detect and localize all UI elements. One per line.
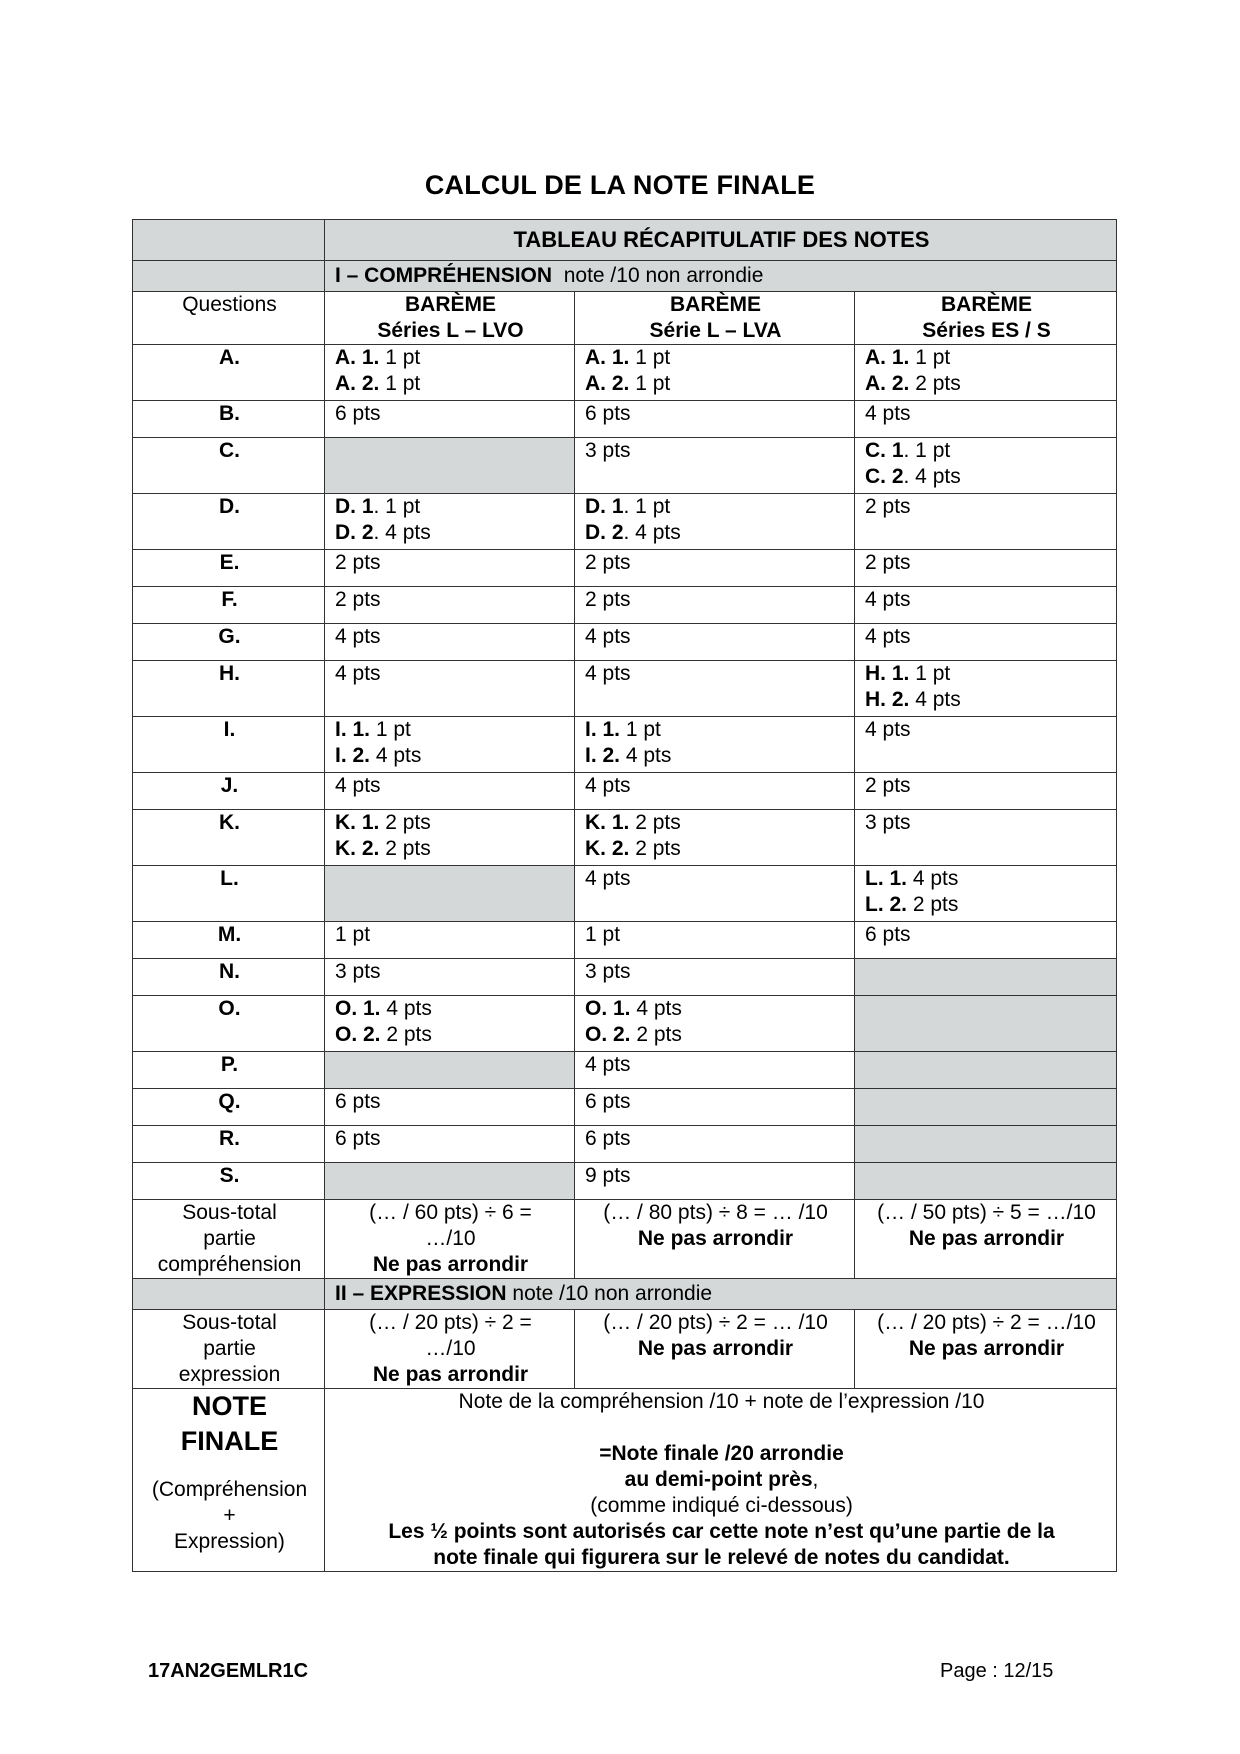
score-cell bbox=[855, 1163, 1117, 1200]
score-cell: 6 pts bbox=[855, 922, 1117, 959]
subtotal-comprehension-lvo: (… / 60 pts) ÷ 6 = …/10 Ne pas arrondir bbox=[325, 1200, 575, 1279]
score-cell: 2 pts bbox=[325, 587, 575, 624]
question-label: J. bbox=[133, 773, 325, 810]
score-cell bbox=[325, 1163, 575, 1200]
table-row bbox=[133, 345, 1117, 401]
score-cell: A. 1. 1 pt A. 2. 1 pt bbox=[575, 345, 855, 401]
question-label: E. bbox=[133, 550, 325, 587]
question-label: K. bbox=[133, 810, 325, 866]
score-cell: 2 pts bbox=[855, 550, 1117, 587]
score-cell: A. 1. 1 pt A. 2. 2 pts bbox=[855, 345, 1117, 401]
score-cell: C. 1. 1 pt C. 2. 4 pts bbox=[855, 438, 1117, 494]
column-questions: Questions bbox=[133, 292, 325, 345]
score-cell: 4 pts bbox=[855, 624, 1117, 661]
question-label: M. bbox=[133, 922, 325, 959]
subtotal-expression-label: Sous-total partie expression bbox=[133, 1310, 325, 1389]
question-label: P. bbox=[133, 1052, 325, 1089]
table-row bbox=[133, 438, 1117, 494]
table-row bbox=[133, 996, 1117, 1052]
table-row bbox=[133, 866, 1117, 922]
score-cell: D. 1. 1 pt D. 2. 4 pts bbox=[325, 494, 575, 550]
score-cell: H. 1. 1 pt H. 2. 4 pts bbox=[855, 661, 1117, 717]
score-cell: 6 pts bbox=[575, 401, 855, 438]
column-series-es-s: BARÈME Séries ES / S bbox=[855, 292, 1117, 345]
subtotal-expression-es-s: (… / 20 pts) ÷ 2 = …/10 Ne pas arrondir bbox=[855, 1310, 1117, 1389]
score-cell: 2 pts bbox=[855, 494, 1117, 550]
score-cell bbox=[855, 1126, 1117, 1163]
score-cell: 1 pt bbox=[575, 922, 855, 959]
table-row bbox=[133, 401, 1117, 438]
subtotal-comprehension-row bbox=[133, 1200, 1117, 1279]
page-number: Page : 12/15 bbox=[940, 1660, 1054, 1682]
document-code: 17AN2GEMLR1C bbox=[148, 1660, 309, 1682]
score-cell: 4 pts bbox=[575, 773, 855, 810]
section-blank-cell bbox=[133, 1279, 325, 1310]
table-row bbox=[133, 624, 1117, 661]
table-row bbox=[133, 494, 1117, 550]
score-cell bbox=[325, 438, 575, 494]
subtotal-comprehension-label: Sous-total partie compréhension bbox=[133, 1200, 325, 1279]
score-cell: D. 1. 1 pt D. 2. 4 pts bbox=[575, 494, 855, 550]
score-cell: L. 1. 4 pts L. 2. 2 pts bbox=[855, 866, 1117, 922]
final-grade-row bbox=[133, 1389, 1117, 1572]
score-cell bbox=[855, 1089, 1117, 1126]
question-label: A. bbox=[133, 345, 325, 401]
score-cell: 4 pts bbox=[325, 661, 575, 717]
score-cell: 2 pts bbox=[575, 550, 855, 587]
table-header-row bbox=[133, 220, 1117, 261]
score-cell: 4 pts bbox=[325, 624, 575, 661]
table-row bbox=[133, 1126, 1117, 1163]
question-label: G. bbox=[133, 624, 325, 661]
section-expression-heading: II – EXPRESSION note /10 non arrondie bbox=[325, 1279, 1117, 1310]
score-cell: 2 pts bbox=[575, 587, 855, 624]
score-cell: 2 pts bbox=[325, 550, 575, 587]
score-cell: 3 pts bbox=[575, 438, 855, 494]
score-cell: K. 1. 2 pts K. 2. 2 pts bbox=[325, 810, 575, 866]
score-cell: I. 1. 1 pt I. 2. 4 pts bbox=[575, 717, 855, 773]
question-label: I. bbox=[133, 717, 325, 773]
score-cell: 3 pts bbox=[575, 959, 855, 996]
column-header-row bbox=[133, 292, 1117, 345]
section-comprehension-heading: I – COMPRÉHENSION note /10 non arrondie bbox=[325, 261, 1117, 292]
table-title: TABLEAU RÉCAPITULATIF DES NOTES bbox=[325, 220, 1117, 261]
score-cell: 4 pts bbox=[575, 624, 855, 661]
score-cell: 4 pts bbox=[855, 401, 1117, 438]
question-label: Q. bbox=[133, 1089, 325, 1126]
score-cell: A. 1. 1 pt A. 2. 1 pt bbox=[325, 345, 575, 401]
subtotal-expression-row bbox=[133, 1310, 1117, 1389]
question-label: B. bbox=[133, 401, 325, 438]
score-cell: O. 1. 4 pts O. 2. 2 pts bbox=[325, 996, 575, 1052]
score-cell: 6 pts bbox=[575, 1126, 855, 1163]
question-label: C. bbox=[133, 438, 325, 494]
score-cell: 4 pts bbox=[325, 773, 575, 810]
score-cell: I. 1. 1 pt I. 2. 4 pts bbox=[325, 717, 575, 773]
page-title: CALCUL DE LA NOTE FINALE bbox=[424, 170, 816, 200]
final-grade-explanation: Note de la compréhension /10 + note de l’expression /10 =Note finale /20 arrondie au demi-point près, (comme indiqué ci-dessous) Les ½ points sont autorisés car cette note n’est qu’une partie de la note finale qui figurera sur le relevé de notes du candidat. bbox=[325, 1389, 1117, 1572]
score-cell: 6 pts bbox=[325, 1126, 575, 1163]
question-label: F. bbox=[133, 587, 325, 624]
score-cell: O. 1. 4 pts O. 2. 2 pts bbox=[575, 996, 855, 1052]
section-expression-row bbox=[133, 1279, 1117, 1310]
score-cell: 2 pts bbox=[855, 773, 1117, 810]
subtotal-expression-lvo: (… / 20 pts) ÷ 2 = …/10 Ne pas arrondir bbox=[325, 1310, 575, 1389]
score-cell: 6 pts bbox=[325, 1089, 575, 1126]
score-cell bbox=[855, 959, 1117, 996]
score-cell: 4 pts bbox=[575, 866, 855, 922]
score-cell: K. 1. 2 pts K. 2. 2 pts bbox=[575, 810, 855, 866]
score-cell: 4 pts bbox=[575, 661, 855, 717]
header-blank-cell bbox=[133, 220, 325, 261]
subtotal-expression-lva: (… / 20 pts) ÷ 2 = … /10 Ne pas arrondir bbox=[575, 1310, 855, 1389]
subtotal-comprehension-es-s: (… / 50 pts) ÷ 5 = …/10 Ne pas arrondir bbox=[855, 1200, 1117, 1279]
table-row bbox=[133, 1089, 1117, 1126]
score-cell bbox=[855, 1052, 1117, 1089]
score-cell: 6 pts bbox=[325, 401, 575, 438]
score-cell: 3 pts bbox=[855, 810, 1117, 866]
question-label: H. bbox=[133, 661, 325, 717]
table-row bbox=[133, 587, 1117, 624]
column-series-l-lvo: BARÈME Séries L – LVO bbox=[325, 292, 575, 345]
section-blank-cell bbox=[133, 261, 325, 292]
table-row bbox=[133, 1163, 1117, 1200]
score-cell: 6 pts bbox=[575, 1089, 855, 1126]
score-cell: 9 pts bbox=[575, 1163, 855, 1200]
score-cell: 3 pts bbox=[325, 959, 575, 996]
question-label: L. bbox=[133, 866, 325, 922]
section-comprehension-row bbox=[133, 261, 1117, 292]
subtotal-comprehension-lva: (… / 80 pts) ÷ 8 = … /10 Ne pas arrondir bbox=[575, 1200, 855, 1279]
table-row bbox=[133, 773, 1117, 810]
table-row bbox=[133, 922, 1117, 959]
table-row bbox=[133, 810, 1117, 866]
question-label: S. bbox=[133, 1163, 325, 1200]
score-cell: 1 pt bbox=[325, 922, 575, 959]
table-row bbox=[133, 550, 1117, 587]
question-label: D. bbox=[133, 494, 325, 550]
final-grade-label: NOTE FINALE (Compréhension + Expression) bbox=[133, 1389, 325, 1572]
score-cell bbox=[325, 1052, 575, 1089]
question-label: O. bbox=[133, 996, 325, 1052]
score-cell bbox=[855, 996, 1117, 1052]
table-row bbox=[133, 661, 1117, 717]
question-label: N. bbox=[133, 959, 325, 996]
table-row bbox=[133, 717, 1117, 773]
score-cell: 4 pts bbox=[575, 1052, 855, 1089]
table-row bbox=[133, 1052, 1117, 1089]
score-cell: 4 pts bbox=[855, 717, 1117, 773]
table-row bbox=[133, 959, 1117, 996]
question-label: R. bbox=[133, 1126, 325, 1163]
score-cell: 4 pts bbox=[855, 587, 1117, 624]
score-cell bbox=[325, 866, 575, 922]
column-serie-l-lva: BARÈME Série L – LVA bbox=[575, 292, 855, 345]
summary-table bbox=[132, 219, 1117, 1572]
